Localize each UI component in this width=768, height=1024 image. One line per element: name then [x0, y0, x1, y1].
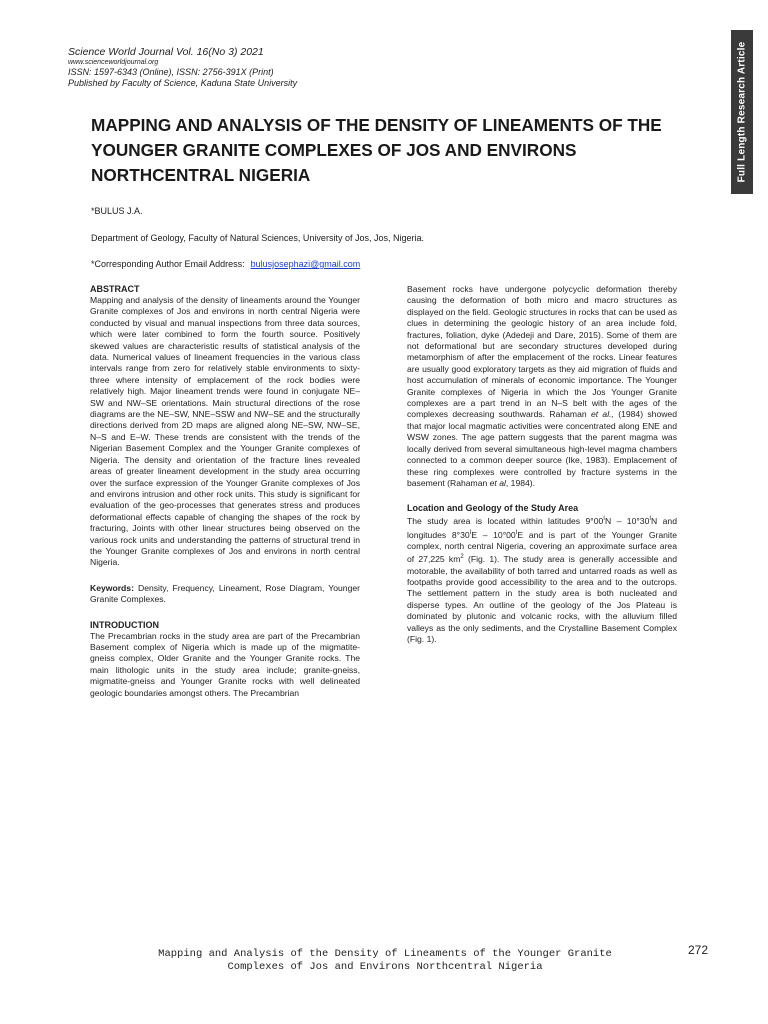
email-link[interactable]: bulusjosephazi@gmail.com [250, 259, 361, 269]
article-type-label: Full Length Research Article [736, 41, 748, 183]
author: *BULUS J.A. [91, 206, 143, 216]
location-heading: Location and Geology of the Study Area [407, 503, 579, 514]
footer-line-1: Mapping and Analysis of the Density of Lineaments of the Younger Granite [158, 948, 612, 960]
corresponding-email [91, 259, 360, 269]
journal-publisher: Published by Faculty of Science, Kaduna State University [68, 78, 298, 88]
abstract-heading: ABSTRACT [90, 284, 140, 294]
introduction-text-right: Basement rocks have undergone polycyclic deformation thereby causing the deformation of both micro and macro structures as displayed on the field. Geologic structures in rocks that can be used as clues in determining the geologic history of an area include fold, fractures, foliation, dyke (Adedeji and Dare, 2015). Some of them are not deformational but are secondary structures developed during metamorphism of after the emplacement of the rocks. Linear features are usually good exploratory targets as they aid migration of fluids and host accumulation of minerals of economic importance. The Younger Granite complexes of Nigeria in which the Jos Younger Granite complexes are a part trend in an N–S belt with the ages of the complexes decreasing southwards. Rahaman et al., (1984) showed that major local magmatic activities were concentrated along ENE and WSW zones. The age pattern suggests that the parent magma was locally derived from several simultaneous high-level magma chambers connected to a common deeper source (Ike, 1983). Emplacement of these ring complexes were controlled by fracture systems in the basement (Rahaman et al, 1984). [407, 284, 677, 488]
location-text: The study area is located within latitudes $9^\circ 00^IN - 10^\circ 30^IN$ and longitudes $8^\circ 30^IE - 10^\circ 00^IE$ and is part of the Younger Granite complex, north central Nigeria, covering an approximate surface area of 27,225 $km^2$ (Fig. 1). The study area is generally accessible and motorable, the availability of both tarred and untarred roads as well as footpaths provide good accessibility to the area and to the outcrops. The settlement pattern in the study area is both nucleated and disperse types. An outline of the geology of the Jos Plateau is dominated by plutonic and volcanic rocks, with the alluvium filled valleys as the only sediments, and the Crystalline Basement Complex (Fig. 1). [407, 516, 678, 644]
running-footer [100, 948, 670, 974]
journal-title: Science World Journal Vol. 16(No 3) 2021 [68, 46, 264, 58]
email-label: *Corresponding Author Email Address: [91, 259, 245, 269]
footer-line-2: Complexes of Jos and Environs Northcentral Nigeria [227, 961, 543, 973]
introduction-heading: INTRODUCTION [90, 619, 159, 630]
journal-header [68, 46, 297, 89]
affiliation: Department of Geology, Faculty of Natural Sciences, University of Jos, Jos, Nigeria. [91, 233, 424, 243]
keywords [90, 583, 360, 606]
paper-title: MAPPING AND ANALYSIS OF THE DENSITY OF LINEAMENTS OF THE YOUNGER GRANITE COMPLEXES OF JOS AND ENVIRONS NORTHCENTRAL NIGERIA [91, 115, 662, 185]
keywords-label: Keywords: [90, 582, 134, 593]
abstract-text: Mapping and analysis of the density of lineaments around the Younger Granite complexes of Jos and environs in north central Nigeria were conducted by visual and manual inspections from three data sources, which were later combined to form the fourth source. Positively skewed values are characteristic results of statistical analysis of the data. Numerical values of lineament frequencies in the various class intervals range from zero for relatively stable environments to sixty-three where intensity of emplacement of the rock bodies were relatively high. Major lineament trends were found in conjugate NE–SW and NW–SE orientations. Main structural directions of the rose diagrams are the NE–SW, NNE–SSW and NW–SE and the structurally directions derived from 2D maps are aligned along NE–SW, NW–SE, N–S and E–W. These trends are consistent with the trends of the Nigerian Basement Complex and the Younger Granite complexes of Nigeria. The density and orientation of the fracture lines revealed areas of greater lineament development in the study area occurring over the surface expression of the Younger Granite complexes of Jos and environs intrusion and other rock units. This study is significant for evaluation of the geo-processes that generates stress and produces deformational effects capable of changing the shapes of the rock by fracturing, Joints with other linear structures being observed on the various rock units and understanding the patterns of structural trend in the Younger Granite complexes of Jos and environs in north central Nigeria. [90, 295, 360, 568]
article-type-tab [731, 30, 753, 194]
left-column [90, 284, 360, 699]
journal-url[interactable]: www.scienceworldjournal.org [68, 59, 159, 66]
keywords-text: Density, Frequency, Lineament, Rose Diagram, Younger Granite Complexes. [90, 582, 361, 605]
journal-issn: ISSN: 1597-6343 (Online), ISSN: 2756-391X (Print) [68, 67, 274, 77]
introduction-text-left: The Precambrian rocks in the study area are part of the Precambrian Basement complex of Nigeria which is made up of the migmatite-gneiss complex, Older Granite and the Younger Granite rocks. The main lithologic units in the study area include; granite-gneiss, migmatite-gneiss and Younger Granite rocks with well delineated geologic boundaries amongst others. The Precambrian [90, 630, 360, 698]
page-number: 272 [688, 943, 709, 957]
right-column [407, 284, 677, 645]
